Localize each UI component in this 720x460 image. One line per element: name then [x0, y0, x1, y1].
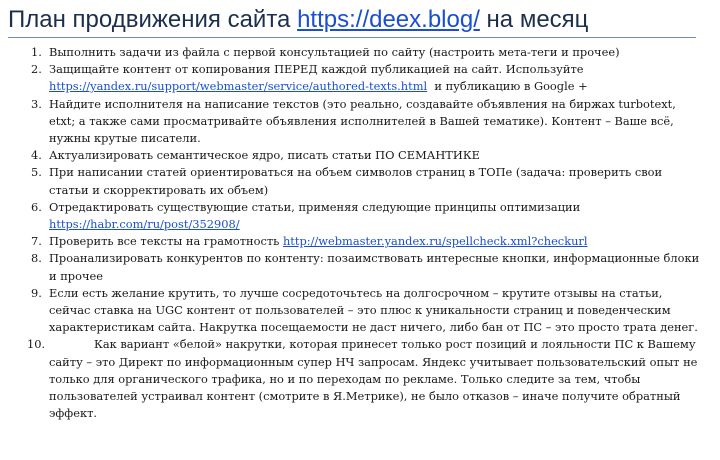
- authored-texts-link[interactable]: https://yandex.ru/support/webmaster/service/authored-texts.html: [49, 79, 428, 94]
- page-title: [8, 3, 698, 37]
- item-number: 8.: [31, 251, 42, 266]
- habr-link[interactable]: https://habr.com/ru/post/352908/: [49, 217, 240, 232]
- item-number: 10.: [27, 337, 46, 352]
- list-item-5: [0, 164, 720, 198]
- item-text: Актуализировать семантическое ядро, писать статьи ПО СЕМАНТИКЕ: [49, 148, 480, 163]
- spellcheck-link[interactable]: http://webmaster.yandex.ru/spellcheck.xml?checkurl: [282, 234, 588, 249]
- item-number: 4.: [31, 148, 42, 163]
- item-number: 1.: [31, 45, 42, 59]
- list-item-4: [0, 147, 720, 164]
- title-suffix: на месяц: [479, 6, 589, 33]
- list-item-2: [0, 61, 720, 95]
- item-number: 9.: [31, 285, 42, 300]
- item-text: Защищайте контент от копирования ПЕРЕД каждой публикацией на сайт. Используйте: [49, 62, 584, 77]
- item-text: Выполнить задачи из файла с первой консультацией по сайту (настроить мета-теги и прочее): [49, 45, 620, 59]
- item-number: 5.: [31, 165, 42, 180]
- item-number: 6.: [31, 199, 42, 214]
- title-prefix: План продвижения сайта: [8, 6, 298, 33]
- list-item-10: [0, 336, 720, 422]
- list-item-9: [0, 285, 720, 337]
- item-text: Проверить все тексты на грамотность: [49, 234, 283, 249]
- title-link[interactable]: https://deex.blog/: [297, 6, 480, 33]
- list-item-7: [0, 233, 720, 250]
- item-number: 3.: [31, 96, 42, 111]
- item-number: 2.: [31, 62, 42, 77]
- item-text: Проанализировать конкурентов по контенту: позаимствовать интересные кнопки, информационные блоки и прочее: [49, 251, 700, 283]
- item-text: Отредактировать существующие статьи, применяя следующие принципы оптимизации: [49, 199, 581, 214]
- item-number: 7.: [31, 234, 42, 249]
- item-text: Найдите исполнителя на написание текстов (это реально, создавайте объявления на биржах turbotext, etxt; а также сами просматривайте объявления исполнителей в Вашей тематике). Контент – Ваше всё, нужны крутые писатели.: [49, 96, 676, 146]
- item-text: При написании статей ориентироваться на объем символов страниц в ТОПе (задача: проверить свои статьи и скорректировать их объем): [49, 165, 663, 197]
- item-text: Если есть желание крутить, то лучше сосредоточьтесь на долгосрочном – крутите отзывы на статьи, сейчас ставка на UGC контент от пользователей – это плюс к уникальности страниц и поведенческим характеристикам сайта. Накрутка посещаемости не даст ничего, либо бан от ПС – это просто трата денег.: [49, 285, 698, 335]
- list-item-3: [0, 96, 720, 148]
- list-item-1: [0, 44, 720, 61]
- title-underline: [8, 37, 696, 38]
- list-item-8: [0, 250, 720, 284]
- item-text: Как вариант «белой» накрутки, которая принесет только рост позиций и лояльности ПС к Вашему сайту – это Директ по информационным супер НЧ запросам. Яндекс учитывает пользовательский опыт не только для органического трафика, но и по переходам по рекламе. Только следите за тем, чтобы пользователей устраивал контент (смотрите в Я.Метрике), не было отказов – иначе получите обратный эффект.: [49, 337, 698, 421]
- list-item-6: [0, 199, 720, 233]
- item-text-after: и публикацию в Google +: [427, 79, 588, 94]
- task-list: [0, 44, 720, 422]
